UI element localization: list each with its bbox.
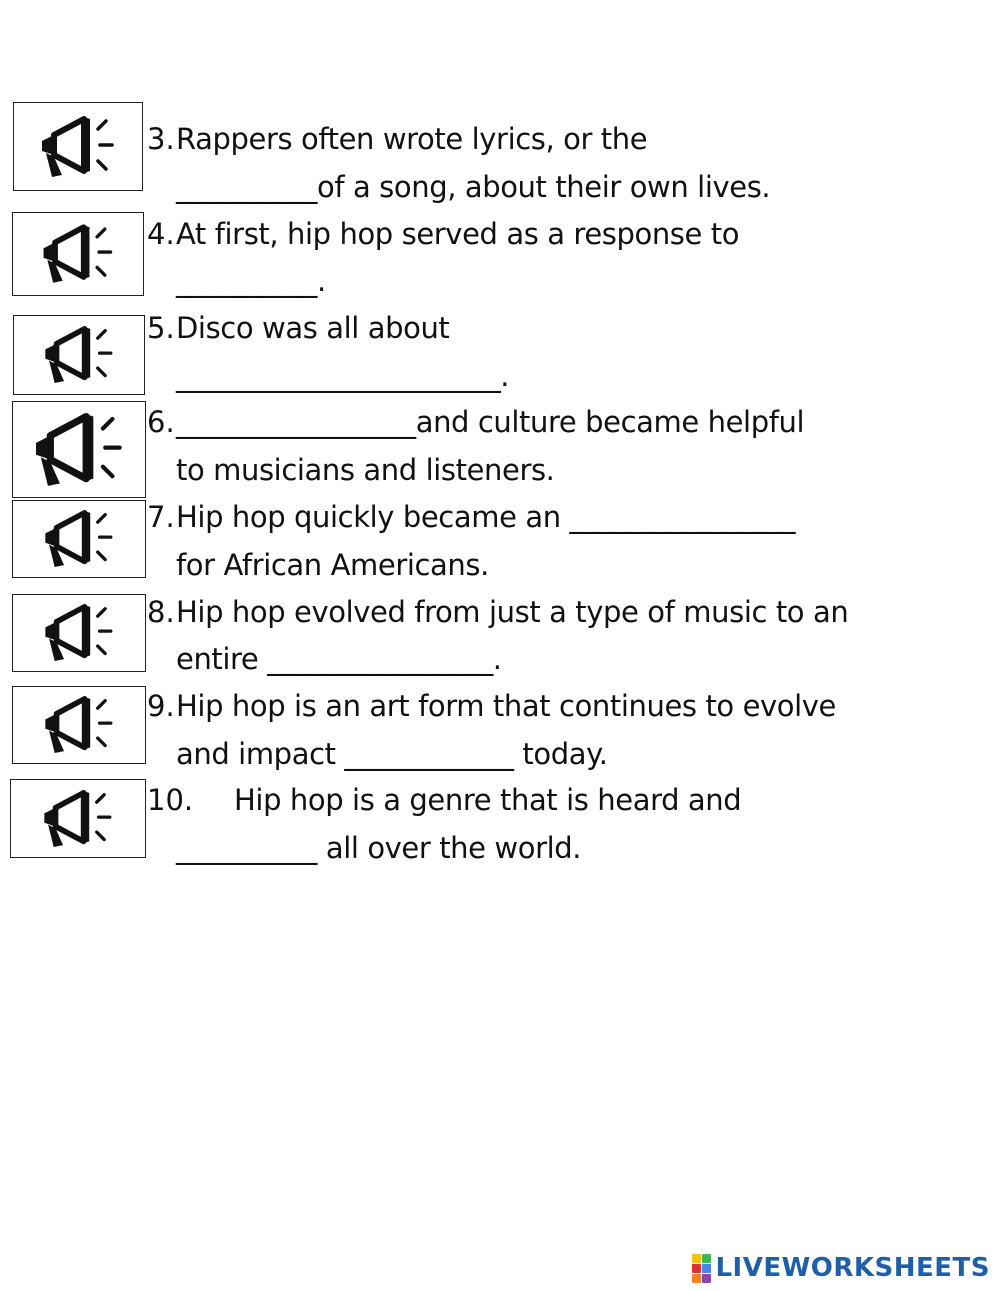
question-text: Disco was all about: [176, 311, 450, 345]
question-number: 9.: [147, 689, 175, 723]
question-text: _________________and culture became helpful: [176, 405, 805, 439]
question-text: _______________________.: [176, 359, 510, 393]
megaphone-icon: [36, 599, 122, 667]
question-text: __________.: [176, 264, 326, 298]
question-number: 7.: [147, 500, 175, 534]
audio-button-q4[interactable]: [12, 212, 144, 296]
question-number: 4.: [147, 217, 175, 251]
question-text: for African Americans.: [176, 548, 489, 582]
audio-button-q6[interactable]: [12, 401, 146, 498]
megaphone-icon: [32, 111, 124, 183]
question-text: Rappers often wrote lyrics, or the: [176, 122, 648, 156]
megaphone-icon: [35, 785, 121, 853]
megaphone-icon: [36, 691, 122, 759]
question-text: entire ________________.: [176, 642, 502, 676]
question-number: 5.: [147, 311, 175, 345]
question-text: Hip hop quickly became an ________________: [176, 500, 796, 534]
question-text: Hip hop evolved from just a type of music to an: [176, 595, 849, 629]
question-text: Hip hop is an art form that continues to evolve: [176, 689, 836, 723]
question-number: 3.: [147, 122, 175, 156]
audio-button-q5[interactable]: [13, 315, 145, 395]
question-text: and impact ____________ today.: [176, 737, 608, 771]
question-number: 8.: [147, 595, 175, 629]
question-text: Hip hop is a genre that is heard and: [234, 783, 742, 817]
question-text: __________of a song, about their own lives.: [176, 170, 771, 204]
megaphone-icon: [24, 407, 134, 493]
question-number: 6.: [147, 405, 175, 439]
brand-name: LIVEWORKSHEETS: [715, 1253, 990, 1283]
question-text: At first, hip hop served as a response to: [176, 217, 740, 251]
audio-button-q10[interactable]: [10, 779, 146, 858]
audio-button-q8[interactable]: [12, 594, 146, 672]
question-text: __________ all over the world.: [176, 831, 582, 865]
question-number: 10.: [147, 783, 194, 817]
liveworksheets-logo-icon: [692, 1254, 711, 1283]
megaphone-icon: [36, 505, 122, 573]
liveworksheets-brand: [692, 1253, 990, 1283]
megaphone-icon: [36, 321, 122, 389]
question-text: to musicians and listeners.: [176, 453, 555, 487]
audio-button-q9[interactable]: [12, 686, 146, 764]
audio-button-q3[interactable]: [13, 102, 143, 191]
megaphone-icon: [34, 219, 122, 289]
audio-button-q7[interactable]: [12, 500, 146, 578]
